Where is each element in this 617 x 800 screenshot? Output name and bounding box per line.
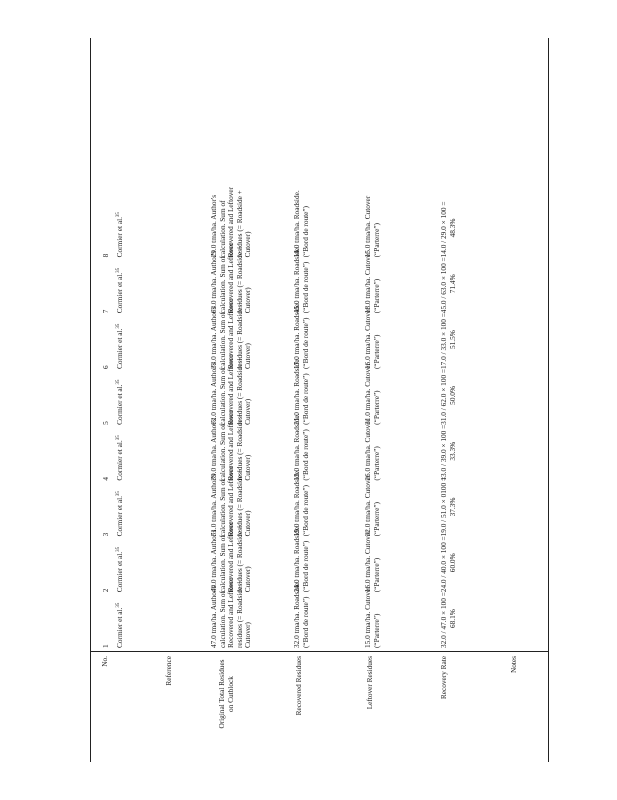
original-residues-cell-line: Recovered and Leftover bbox=[226, 186, 236, 258]
recovery-rate-cell-line: 48.3% bbox=[447, 218, 457, 238]
recovered-residues-cell-line: (“Bord de route”) bbox=[300, 205, 310, 258]
original-residues-cell-line: Cutover) bbox=[243, 454, 253, 481]
recovery-rate-cell bbox=[440, 202, 457, 258]
row-number: 2 bbox=[101, 588, 110, 593]
reference-text: Cormier et al. bbox=[115, 551, 124, 593]
original-residues-cell-line: Recovered and Leftover bbox=[226, 465, 236, 537]
original-residues-cell-line: 39.0 tma/ha. Author's bbox=[209, 418, 218, 481]
recovery-rate-cell-line: 31.0 / 62.0 × 100 = bbox=[439, 368, 448, 425]
original-residues-cell-line: Cutover) bbox=[243, 398, 253, 425]
row-number: 6 bbox=[101, 365, 110, 369]
recovery-rate-cell-line: 68.1% bbox=[447, 609, 457, 628]
recovery-rate-cell bbox=[440, 592, 457, 648]
recovery-rate-cell bbox=[440, 369, 457, 425]
header-no: No. bbox=[100, 656, 109, 667]
original-residues-cell-line: residues (= Roadside + bbox=[234, 190, 244, 258]
recovered-residues-cell-line: (“Bord de route”) bbox=[300, 540, 310, 593]
leftover-residues-cell bbox=[364, 531, 381, 593]
recovered-residues-cell bbox=[293, 190, 310, 257]
original-residues-cell-line: calculation. Sum of bbox=[217, 256, 227, 314]
leftover-residues-cell-line: (“Parterre”) bbox=[371, 278, 381, 314]
reference-text: Cormier et al. bbox=[115, 607, 124, 648]
recovered-residues-cell-line: (“Bord de route”) bbox=[300, 373, 310, 425]
leftover-residues-cell-line: (“Parterre”) bbox=[371, 222, 381, 258]
leftover-residues-cell-line: (“Parterre”) bbox=[371, 390, 381, 425]
original-residues-cell-line: residues (= Roadside + bbox=[234, 580, 244, 648]
reference-cell bbox=[116, 324, 125, 369]
recovered-residues-cell-line: 19.0 tma/ha. Roadside. bbox=[292, 469, 301, 537]
recovered-residues-cell-line: (“Bord de route”) bbox=[300, 429, 310, 481]
leftover-residues-cell-line: 32.0 tma/ha. Cutover bbox=[363, 474, 372, 537]
original-residues-cell-line: Cutover) bbox=[243, 343, 253, 369]
original-residues-cell-line: Cutover) bbox=[243, 287, 253, 314]
original-residues-cell-line: Cutover) bbox=[243, 566, 253, 593]
reference-text: Cormier et al. bbox=[115, 272, 124, 314]
recovery-rate-cell-line: 13.0 / 39.0 × 100 = bbox=[439, 424, 448, 481]
recovery-rate-cell bbox=[440, 257, 457, 313]
reference-superscript: 35 bbox=[116, 435, 121, 441]
original-residues-cell-line: residues (= Roadside + bbox=[234, 525, 244, 593]
recovery-rate-cell bbox=[440, 425, 457, 481]
row-number: 7 bbox=[101, 309, 110, 314]
original-residues-cell-line: calculation. Sum of bbox=[217, 423, 227, 481]
recovery-rate-cell bbox=[440, 536, 457, 592]
original-residues-cell-line: Cutover) bbox=[243, 622, 253, 648]
leftover-residues-cell bbox=[364, 363, 381, 425]
reference-text: Cormier et al. bbox=[115, 328, 124, 369]
original-residues-cell-line: residues (= Roadside + bbox=[234, 413, 244, 481]
row-number: 3 bbox=[101, 532, 110, 537]
original-residues-cell bbox=[210, 187, 253, 258]
original-residues-cell-line: Recovered and Leftover bbox=[226, 242, 236, 314]
leftover-residues-cell bbox=[364, 586, 381, 648]
reference-superscript: 35 bbox=[116, 323, 121, 329]
reference-superscript: 35 bbox=[116, 491, 121, 497]
row-number: 4 bbox=[101, 476, 110, 481]
original-residues-cell-line: Recovered and Leftover bbox=[226, 298, 236, 369]
original-residues-cell-line: calculation. Sum of bbox=[217, 312, 227, 369]
header-original-line2: on Cutblock bbox=[225, 676, 235, 712]
header-original-line1: Original Total Residues bbox=[217, 659, 226, 729]
leftover-residues-cell-line: 26.0 tma/ha. Cutover bbox=[363, 419, 372, 481]
reference-cell bbox=[116, 435, 125, 480]
original-residues-cell-line: 29.0 tma/ha. Author's bbox=[209, 194, 218, 258]
original-residues-cell-line: 63.0 tma/ha. Author's bbox=[209, 250, 218, 314]
original-residues-cell-line: Recovered and Leftover bbox=[226, 410, 236, 481]
original-residues-cell-line: Recovered and Leftover bbox=[226, 521, 236, 593]
recovery-rate-cell-line: 71.4% bbox=[447, 274, 457, 294]
recovered-residues-cell-line: (“Bord de route”) bbox=[300, 484, 310, 537]
original-residues-cell-line: calculation. Sum of bbox=[217, 591, 227, 648]
original-residues-cell-line: calculation. Sum of bbox=[217, 479, 227, 537]
recovery-rate-cell-line: 24.0 / 40.0 × 100 = bbox=[439, 536, 448, 593]
leftover-residues-cell-line: 15.0 tma/ha. Cutover bbox=[363, 195, 372, 258]
recovered-residues-cell-line: 45.0 tma/ha. Roadside. bbox=[292, 246, 301, 314]
original-residues-cell-line: 47.0 tma/ha. Author's bbox=[209, 585, 218, 648]
recovery-rate-cell-line: 33.3% bbox=[447, 441, 457, 461]
reference-superscript: 35 bbox=[116, 267, 121, 273]
leftover-residues-cell bbox=[364, 252, 381, 314]
original-residues-cell-line: 62.0 tma/ha. Author's bbox=[209, 362, 218, 425]
leftover-residues-cell bbox=[364, 475, 381, 537]
recovered-residues-cell-line: 13.0 tma/ha. Roadside. bbox=[292, 413, 301, 481]
recovery-rate-cell-line: 60.0% bbox=[447, 553, 457, 573]
original-residues-cell-line: residues (= Roadside + bbox=[234, 301, 244, 369]
recovery-rate-cell-line: 17.0 / 33.0 × 100 = bbox=[439, 313, 448, 369]
leftover-residues-cell-line: 18.0 tma/ha. Cutover bbox=[363, 251, 372, 314]
reference-text: Cormier et al. bbox=[115, 384, 124, 425]
leftover-residues-cell-line: (“Parterre”) bbox=[371, 334, 381, 369]
reference-superscript: 35 bbox=[116, 212, 121, 218]
reference-text: Cormier et al. bbox=[115, 496, 124, 537]
recovery-rate-cell-line: 32.0 / 47.0 × 100 = bbox=[439, 592, 448, 648]
original-residues-cell-line: Cutover) bbox=[243, 510, 253, 537]
recovered-residues-cell-line: 24.0 tma/ha. Roadside. bbox=[292, 525, 301, 593]
header-reference: Reference bbox=[164, 656, 173, 686]
recovery-rate-cell-line: 37.3% bbox=[447, 497, 457, 517]
top-rule bbox=[90, 38, 91, 762]
reference-text: Cormier et al. bbox=[115, 217, 124, 258]
bottom-rule bbox=[548, 38, 549, 762]
header-leftover: Leftover Residues bbox=[365, 656, 374, 710]
reference-cell bbox=[116, 379, 125, 424]
recovery-rate-cell bbox=[440, 313, 457, 369]
recovered-residues-cell-line: (“Bord de route”) bbox=[300, 317, 310, 369]
reference-cell bbox=[116, 268, 125, 313]
leftover-residues-cell-line: 15.0 tma/ha. Cutover bbox=[363, 586, 372, 648]
recovery-rate-cell-line: 51.5% bbox=[447, 330, 457, 349]
leftover-residues-cell bbox=[364, 196, 381, 258]
original-residues-cell-line: calculation. Sum of bbox=[217, 535, 227, 593]
row-number: 8 bbox=[101, 253, 110, 258]
header-notes: Notes bbox=[509, 656, 518, 674]
recovered-residues-cell-line: (“Bord de route”) bbox=[300, 596, 310, 648]
recovered-residues-cell-line: 17.0 tma/ha. Roadside. bbox=[292, 301, 301, 369]
header-recovery-rate: Recovery Rate bbox=[439, 656, 448, 700]
header-rule bbox=[90, 651, 548, 652]
leftover-residues-cell-line: (“Parterre”) bbox=[371, 501, 381, 537]
reference-cell bbox=[116, 547, 125, 592]
original-residues-cell-line: 33.0 tma/ha. Author's bbox=[209, 306, 218, 369]
original-residues-cell-line: 51.0 tma/ha. Author's bbox=[209, 473, 218, 537]
leftover-residues-cell-line: 16.0 tma/ha. Cutover bbox=[363, 307, 372, 369]
leftover-residues-cell bbox=[364, 307, 381, 369]
original-residues-cell-line: Recovered and Leftover bbox=[226, 577, 236, 648]
original-residues-cell-line: calculation. Sum of bbox=[217, 200, 227, 258]
leftover-residues-cell-line: (“Parterre”) bbox=[371, 613, 381, 648]
header-recovered: Recovered Residues bbox=[294, 656, 303, 716]
leftover-residues-cell-line: 31.0 tma/ha. Cutover bbox=[363, 363, 372, 425]
original-residues-cell-line: Cutover) bbox=[243, 231, 253, 258]
recovered-residues-cell-line: 14.0 tma/ha. Roadside. bbox=[292, 190, 301, 258]
reference-superscript: 35 bbox=[116, 546, 121, 552]
leftover-residues-cell-line: 16.0 tma/ha. Cutover bbox=[363, 530, 372, 593]
reference-cell bbox=[116, 212, 125, 257]
leftover-residues-cell-line: (“Parterre”) bbox=[371, 557, 381, 593]
recovery-rate-cell-line: 45.0 / 63.0 × 100 = bbox=[439, 257, 448, 314]
recovery-rate-cell-line: 14.0 / 29.0 × 100 = bbox=[439, 201, 448, 258]
recovery-rate-cell-line: 19.0 / 51.0 × 0100 = bbox=[439, 476, 448, 537]
recovery-rate-cell bbox=[440, 477, 457, 537]
original-residues-cell-line: Recovered and Leftover bbox=[226, 354, 236, 425]
reference-text: Cormier et al. bbox=[115, 440, 124, 481]
recovered-residues-cell-line: (“Bord de route”) bbox=[300, 261, 310, 314]
row-number: 5 bbox=[101, 421, 110, 425]
original-residues-cell-line: residues (= Roadside + bbox=[234, 246, 244, 314]
original-residues-cell-line: residues (= Roadside + bbox=[234, 469, 244, 537]
recovery-rate-cell-line: 50.0% bbox=[447, 385, 457, 405]
reference-cell bbox=[116, 603, 125, 648]
original-residues-cell-line: calculation. Sum of bbox=[217, 367, 227, 425]
original-residues-cell-line: 40.0 tma/ha. Author's bbox=[209, 529, 218, 593]
reference-superscript: 35 bbox=[116, 379, 121, 385]
reference-superscript: 35 bbox=[116, 602, 121, 608]
reference-cell bbox=[116, 491, 125, 536]
recovered-residues-cell-line: 32.0 tma/ha. Roadside. bbox=[292, 580, 301, 648]
original-residues-cell-line: residues (= Roadside + bbox=[234, 357, 244, 425]
leftover-residues-cell bbox=[364, 419, 381, 481]
recovered-residues-cell-line: 31.0 tma/ha. Roadside. bbox=[292, 357, 301, 425]
leftover-residues-cell-line: (“Parterre”) bbox=[371, 446, 381, 481]
row-number: 1 bbox=[101, 644, 110, 648]
